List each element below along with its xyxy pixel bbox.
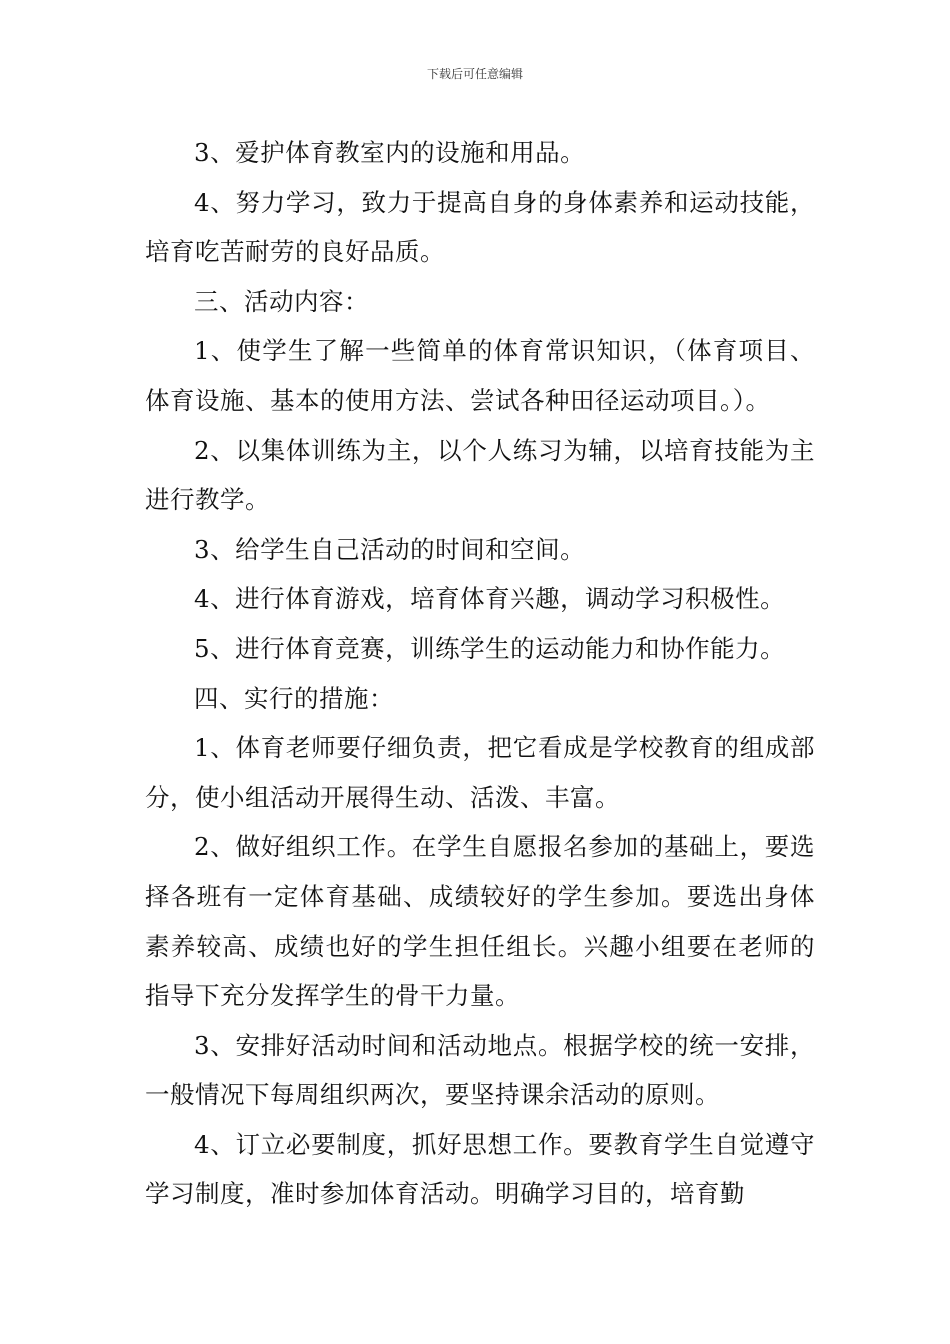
section-heading-measures: 四、实行的措施： [194,683,394,713]
paragraph-schedule-location: 3、安排好活动时间和活动地点。根据学校的统一安排，一般情况下每周组织两次，要坚持课余活动的原则。 [145,1030,815,1110]
paragraph-care-facilities: 3、爱护体育教室内的设施和用品。 [194,138,586,167]
paragraph-sports-games: 4、进行体育游戏，培育体育兴趣，调动学习积极性。 [194,584,786,614]
paragraph-sports-knowledge: 1、使学生了解一些简单的体育常识知识，（体育项目、体育设施、基本的使用方法、尝试各种田径运动项目。）。 [145,336,815,415]
paragraph-rules-discipline: 4、订立必要制度，抓好思想工作。要教育学生自觉遵守学习制度，准时参加体育活动。明确学习目的，培育勤 [145,1129,815,1209]
paragraph-sports-competition: 5、进行体育竞赛，训练学生的运动能力和协作能力。 [194,633,786,663]
paragraph-activity-time: 3、给学生自己活动的时间和空间。 [194,534,586,564]
document-body [145,128,815,1219]
page-header-note: 下载后可任意编辑 [426,67,523,81]
paragraph-group-training: 2、以集体训练为主，以个人练习为辅，以培育技能为主进行教学。 [145,435,815,515]
paragraph-study-hard: 4、努力学习，致力于提高自身的身体素养和运动技能，培育吃苦耐劳的良好品质。 [145,187,815,267]
paragraph-teacher-responsibility: 1、体育老师要仔细负责，把它看成是学校教育的组成部分，使小组活动开展得生动、活泼、丰富。 [145,733,815,812]
section-heading-activity-content: 三、活动内容： [194,286,369,316]
paragraph-organization-work: 2、做好组织工作。在学生自愿报名参加的基础上，要选择各班有一定体育基础、成绩较好的学生参加。要选出身体素养较高、成绩也好的学生担任组长。兴趣小组要在老师的指导下充分发挥学生的骨干力量。 [145,832,815,1011]
